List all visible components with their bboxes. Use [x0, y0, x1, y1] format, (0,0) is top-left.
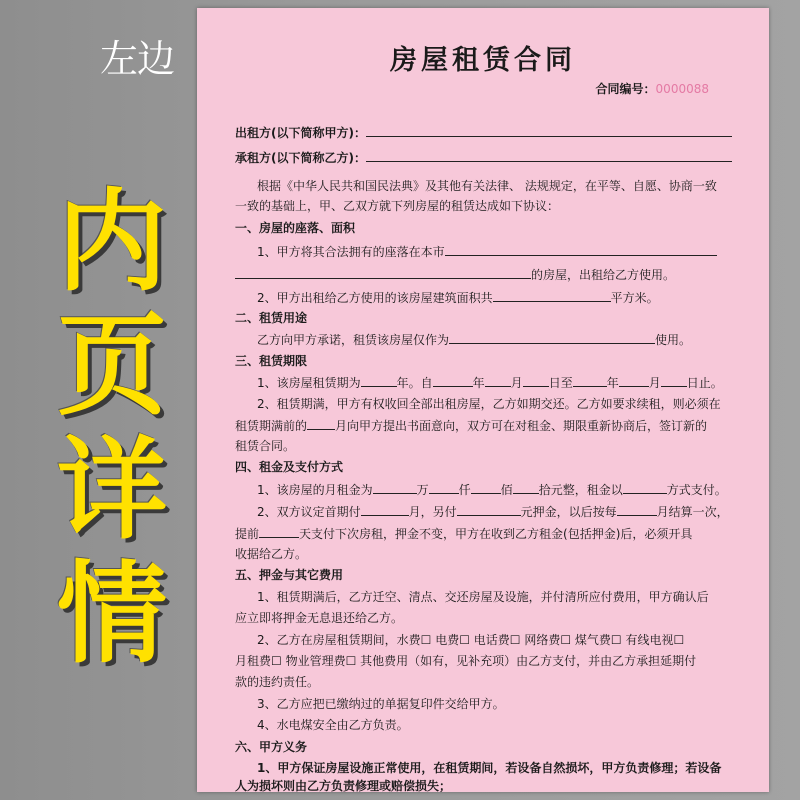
lessee-line — [235, 149, 732, 166]
s3-p2-line1: 2、租赁期满，甲方有权收回全部出租房屋，乙方如期交还。乙方如要求续租，则必须在 — [257, 397, 721, 411]
section-2-heading: 二、租赁用途 — [235, 311, 308, 325]
contract-number-value: 0000088 — [655, 82, 709, 96]
contract-number-label: 合同编号： — [595, 82, 656, 96]
side-banner — [52, 180, 172, 676]
doc-title: 房屋租赁合同 — [390, 45, 576, 76]
purpose-blank[interactable] — [449, 331, 655, 344]
s6-p1-line1: 1、甲方保证房屋设施正常使用，在租赁期间，若设备自然损坏，甲方负责修理；若设备 — [257, 761, 722, 775]
s3-p1: 1、该房屋租赁期为 年。自 年 月 日至 年 月 日止。 — [257, 376, 723, 390]
s5-p2-line1: 2、乙方在房屋租赁期间，水费☐ 电费☐ 电话费☐ 网络费☐ 煤气费☐ 有线电视☐ — [257, 633, 685, 647]
lessor-blank[interactable] — [366, 124, 732, 137]
s6-p1-line2: 人为损坏则由乙方负责修理或赔偿损失； — [235, 779, 452, 793]
s4-p1: 1、该房屋的月租金为 万 仟 佰 拾元整，租金以 方式支付。 — [257, 483, 727, 497]
section-3-heading: 三、租赁期限 — [235, 354, 308, 368]
s4-p2-line3: 收据给乙方。 — [235, 547, 308, 561]
intro-line-1: 根据《中华人民共和国民法典》及其他有关法律、 法规规定，在平等、自愿、协商一致 — [257, 179, 717, 193]
intro-line-2: 一致的基础上，甲、乙双方就下列房屋的租赁达成如下协议： — [235, 199, 560, 213]
side-tag: 左边 — [100, 37, 175, 81]
side-char-3: 详 — [57, 426, 167, 554]
s5-p3: 3、乙方应把已缴纳过的单据复印件交给甲方。 — [257, 697, 505, 711]
lessor-line — [235, 124, 732, 141]
lessor-label: 出租方(以下简称甲方)： — [235, 126, 366, 140]
section-6-heading: 六、甲方义务 — [235, 740, 308, 754]
s5-p2-line3: 款的违约责任。 — [235, 675, 320, 689]
s5-p2-line2: 月租费☐ 物业管理费☐ 其他费用（如有，见补充项）由乙方支付，并由乙方承担延期付 — [235, 654, 697, 668]
address-blank[interactable] — [445, 243, 717, 256]
area-blank[interactable] — [493, 289, 611, 302]
s1-p2: 2、甲方出租给乙方使用的该房屋建筑面积共 平方米。 — [257, 291, 659, 305]
side-char-2: 页 — [57, 302, 167, 430]
contract-page — [197, 8, 769, 792]
lessee-label: 承租方(以下简称乙方)： — [235, 151, 366, 165]
section-4-heading: 四、租金及支付方式 — [235, 460, 344, 474]
s1-p1-line2: 的房屋，出租给乙方使用。 — [235, 266, 675, 283]
contract-number — [596, 80, 709, 97]
s3-p2-line2: 租赁期满前的 月向甲方提出书面意向，双方可在对租金、期限重新协商后，签订新的 — [235, 419, 708, 433]
lessee-blank[interactable] — [366, 149, 732, 162]
section-1-heading: 一、房屋的座落、面积 — [235, 221, 356, 235]
s5-p1-line1: 1、租赁期满后，乙方迁空、清点、交还房屋及设施，并付清所应付费用，甲方确认后 — [257, 590, 709, 604]
side-char-4: 情 — [57, 550, 167, 678]
s1-p1-line1: 1、甲方将其合法拥有的座落在本市 — [257, 243, 717, 260]
s4-p2-line2: 提前 天支付下次房租，押金不变，甲方在收到乙方租金(包括押金)后，必须开具 — [235, 527, 693, 541]
s3-p2-line3: 租赁合同。 — [235, 439, 296, 453]
side-char-1: 内 — [57, 178, 167, 306]
address-blank-2[interactable] — [235, 266, 531, 279]
s2-p1: 乙方向甲方承诺，租赁该房屋仅作为 使用。 — [257, 333, 692, 347]
s4-p2-line1: 2、双方议定首期付 月，另付 元押金，以后按每 月结算一次， — [257, 505, 729, 519]
s5-p4: 4、水电煤安全由乙方负责。 — [257, 718, 409, 732]
s5-p1-line2: 应立即将押金无息退还给乙方。 — [235, 611, 404, 625]
section-5-heading: 五、押金与其它费用 — [235, 568, 344, 582]
